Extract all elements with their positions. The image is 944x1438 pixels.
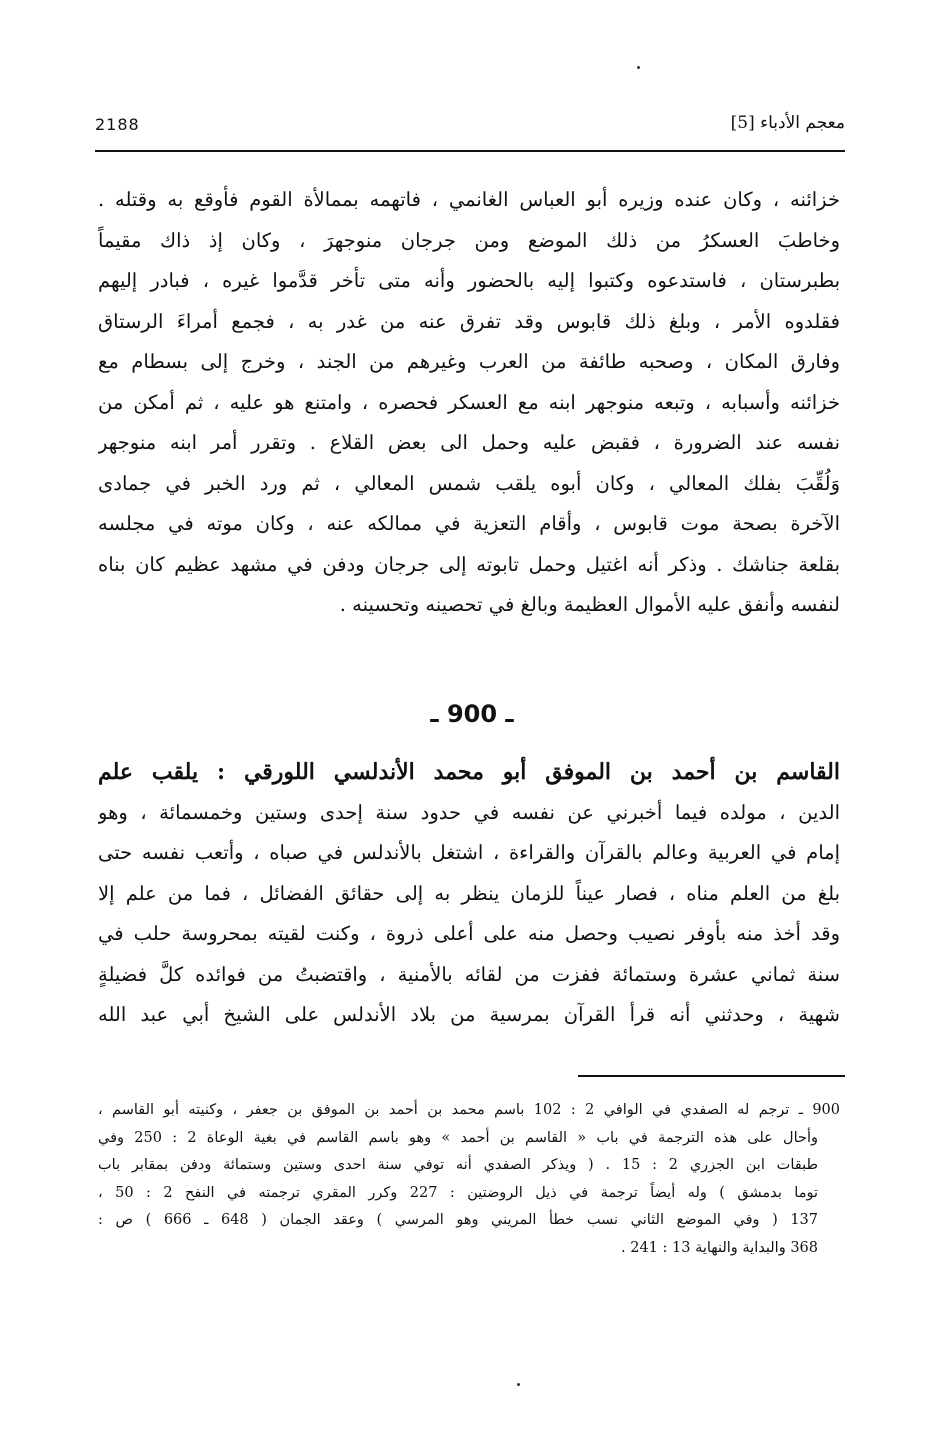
footnote-rule (578, 1075, 845, 1077)
body-text-entry (98, 752, 840, 1036)
text-line: خزائنه ، وكان عنده وزيره أبو العباس الغانمي ، فاتهمه بممالأة القوم فأوقع به وقتله . (98, 188, 840, 211)
text-line: نفسه عند الضرورة ، فقبض عليه وحمل الى بعض القلاع . وتقرر أمر ابنه منوجهر (98, 431, 840, 454)
text-line: شهية ، وحدثني أنه قرأ القرآن بمرسية من بلاد الأندلس على الشيخ أبي عبد الله (98, 1003, 840, 1026)
text-line: إمام في العربية وعالم بالقرآن والقراءة ، اشتغل بالأندلس في صباه ، وأتعب نفسه حتى (98, 841, 840, 864)
running-title: معجم الأدباء [5] (730, 113, 845, 133)
text-line: وقد أخذ منه بأوفر نصيب وحصل منه على أعلى ذروة ، وكنت لقيته بمحروسة حلب في (98, 922, 840, 945)
footnote-line: طبقات ابن الجزري 2 : 15 . ( ويذكر الصفدي أنه توفي سنة احدى وستين وستمائة ودفن بمقابر باب (98, 1157, 818, 1173)
footnote-line: توما بدمشق ) وله أيضاً ترجمة في ذيل الروضتين : 227 وكرر المقري ترجمته في النفح 2 : 50 ، (98, 1184, 819, 1201)
footnote-line: 137 ( وفي الموضع الثاني نسب خطأ المريني وهو المرسي ) وعقد الجمان ( 648 ـ 666 ) ص : (98, 1212, 819, 1228)
entry-number-heading: ـ 900 ـ (430, 700, 514, 728)
text-line: بطبرستان ، فاستدعوه وكتبوا إليه بالحضور وأنه متى تأخر قدَّموا غيره ، فبادر إليهم (98, 269, 840, 292)
header-rule (95, 150, 845, 152)
text-line: الدين ، مولده فيما أخبرني عن نفسه في حدود سنة إحدى وستين وخمسمائة ، وهو (98, 800, 840, 824)
text-line: بلغ من العلم مناه ، فصار عيناً للزمان ينظر به إلى حقائق الفضائل ، فما من علم إلا (98, 881, 840, 905)
text-line: بقلعة جناشك . وذكر أنه اغتيل وحمل تابوته إلى جرجان ودفن في مشهد عظيم كان بناه (98, 552, 840, 576)
text-line: فقلدوه الأمر ، وبلغ ذلك قابوس وقد تفرق عنه من غدر به ، فجمع أمراءَ الرستاق (98, 309, 840, 333)
text-line: لنفسه وأنفق عليه الأموال العظيمة وبالغ في تحصينه وتحسينه . (339, 593, 840, 616)
text-line: وَلُقِّبَ بفلك المعالي ، وكان أبوه يلقب شمس المعالي ، ثم ورد الخبر في جمادى (98, 471, 840, 495)
footnote-line: 368 والبداية والنهاية 13 : 241 . (621, 1239, 818, 1256)
body-text-top (98, 180, 840, 626)
page-header (95, 113, 845, 143)
entry-title-line: القاسم بن أحمد بن الموفق أبو محمد الأندلسي اللورقي : يلقب علم (98, 759, 840, 785)
scan-speck (637, 66, 640, 69)
page-number: 2188 (95, 115, 140, 134)
text-line: وخاطبَ العسكرُ من ذلك الموضع ومن جرجان منوجهرَ ، وكان إذ ذاك مقيماً (98, 228, 840, 252)
scan-speck (517, 1383, 520, 1386)
text-line: الآخرة بصحة موت قابوس ، وأقام التعزية في ممالكه عنه ، وكان موته في مجلسه (98, 512, 840, 535)
text-line: وفارق المكان ، وصحبه طائفة من العرب وغيرهم من الجند ، وخرج إلى بسطام مع (98, 350, 840, 373)
footnote-line: وأحال على هذه الترجمة في باب « القاسم بن أحمد » وهو باسم القاسم في بغية الوعاة 2 : 250 وفي (98, 1129, 818, 1146)
text-line: سنة ثماني عشرة وستمائة ففزت من لقائه بالأمنية ، واقتضبتُ من فوائده كلَّ فضيلةٍ (98, 962, 840, 986)
text-line: خزائنه وأسبابه ، وتبعه منوجهر ابنه مع العسكر فحصره ، وامتنع هو عليه ، ثم أمكن من (98, 390, 840, 414)
footnotes (98, 1097, 840, 1262)
footnote-line: 900 ـ ترجم له الصفدي في الوافي 2 : 102 باسم محمد بن أحمد بن الموفق بن جعفر ، وكنيته أبو القاسم ، (98, 1102, 840, 1118)
